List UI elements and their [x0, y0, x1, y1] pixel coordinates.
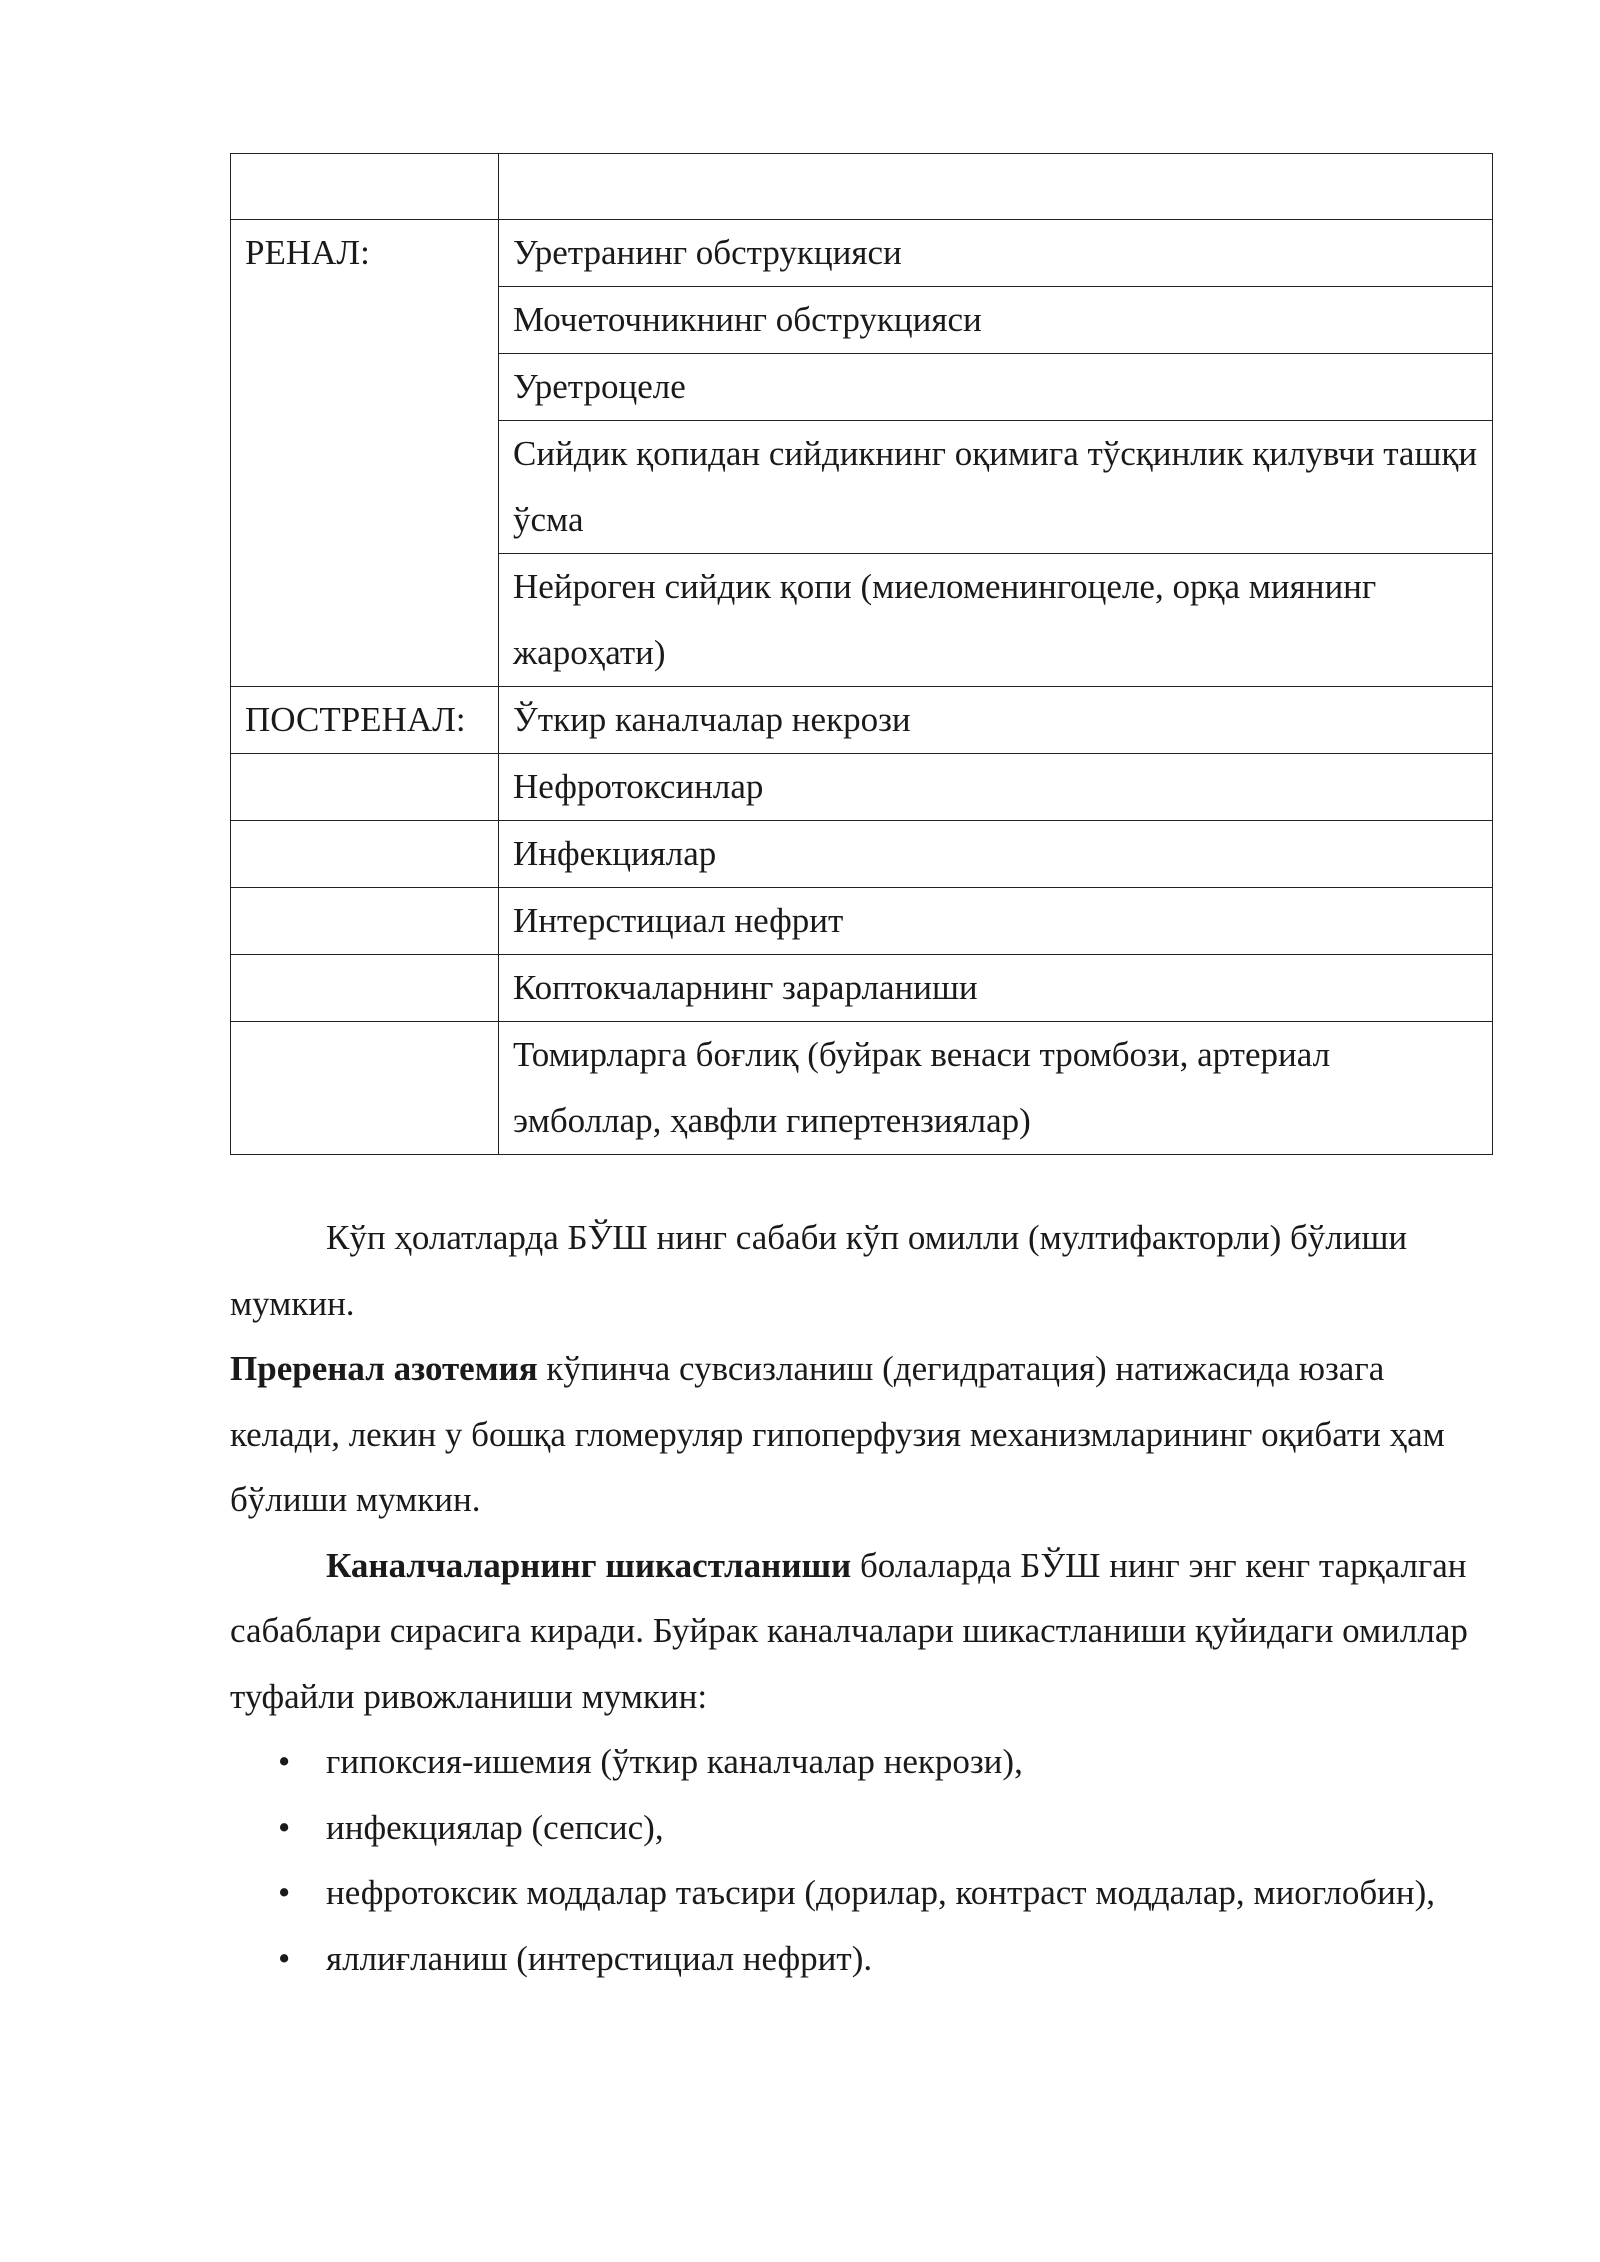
term-tubular-damage: Каналчаларнинг шикастланиши: [326, 1545, 852, 1585]
table-row: [231, 821, 1493, 888]
table-cell-cause: Нейроген сийдик қопи (миеломенингоцеле, орқа миянинг жароҳати): [499, 554, 1493, 687]
table-cell-label: [231, 955, 499, 1022]
table-row: [231, 687, 1493, 754]
table-row: [231, 888, 1493, 955]
list-item-text: яллиғланиш (интерстициал нефрит).: [326, 1938, 873, 1978]
bullet-icon: •: [278, 1873, 291, 1912]
table-cell-label: ПОСТРЕНАЛ:: [231, 687, 499, 754]
table-row: [231, 1022, 1493, 1155]
list-item: [230, 1795, 1500, 1861]
table-cell-cause: Сийдик қопидан сийдикнинг оқимига тўсқинлик қилувчи ташқи ўсма: [499, 421, 1493, 554]
term-prerenal-azotemia: Преренал азотемия: [230, 1349, 538, 1388]
table-cell-cause: Томирларга боғлиқ (буйрак венаси тромбози, артериал эмболлар, ҳавфли гипертензиялар): [499, 1022, 1493, 1155]
list-item: [230, 1729, 1500, 1795]
table-cell-label: [231, 754, 499, 821]
table-row: [231, 154, 1493, 220]
table-row: [231, 754, 1493, 821]
table-cell-cause: Интерстициал нефрит: [499, 888, 1493, 955]
bullet-icon: •: [278, 1938, 291, 1978]
table-cell-label: РЕНАЛ:: [231, 220, 499, 687]
table-cell-cause: Уретроцеле: [499, 354, 1493, 421]
list-item-text: гипоксия-ишемия (ўткир каналчалар некрози),: [326, 1742, 1023, 1781]
bullet-icon: •: [278, 1807, 291, 1847]
causes-table: [230, 153, 1493, 1155]
paragraph-text: кўпинча сувсизланиш (дегидратация) натижасида юзага келади, лекин у бошқа гломеруляр гипоперфузия механизмларининг оқибати ҳам бўлиши мумкин.: [230, 1349, 1445, 1519]
body-text: [230, 1205, 1500, 1991]
table-cell-label: [231, 888, 499, 955]
bullet-list: [230, 1729, 1500, 1991]
table-cell-label: [231, 821, 499, 888]
table-cell-label: [231, 1022, 499, 1155]
table-cell-cause: Коптокчаларнинг зарарланиши: [499, 955, 1493, 1022]
table-row: [231, 955, 1493, 1022]
list-item-text: инфекциялар (сепсис),: [326, 1807, 664, 1847]
table-cell-cause: [499, 154, 1493, 220]
table-row: [231, 220, 1493, 287]
paragraph-tubular-damage: [230, 1533, 1500, 1730]
list-item: [230, 1926, 1500, 1992]
table-cell-label: [231, 154, 499, 220]
table-cell-cause: Уретранинг обструкцияси: [499, 220, 1493, 287]
paragraph-multifactorial: Кўп ҳолатларда БЎШ нинг сабаби кўп омилли (мултифакторли) бўлиши мумкин.: [230, 1218, 1408, 1323]
list-item: [230, 1860, 1500, 1926]
paragraph-text: болаларда БЎШ нинг энг кенг тарқалган сабаблари сирасига киради. Буйрак каналчалари шикастланиши қуйидаги омиллар туфайли ривожланиши мумкин:: [230, 1545, 1468, 1716]
list-item-text: нефротоксик моддалар таъсири (дорилар, контраст моддалар, миоглобин),: [326, 1873, 1436, 1912]
paragraph-prerenal-azotemia: [230, 1336, 1500, 1533]
table-cell-cause: Ўткир каналчалар некрози: [499, 687, 1493, 754]
table-cell-cause: Инфекциялар: [499, 821, 1493, 888]
table-cell-cause: Нефротоксинлар: [499, 754, 1493, 821]
bullet-icon: •: [278, 1742, 291, 1781]
table-cell-cause: Мочеточникнинг обструкцияси: [499, 287, 1493, 354]
